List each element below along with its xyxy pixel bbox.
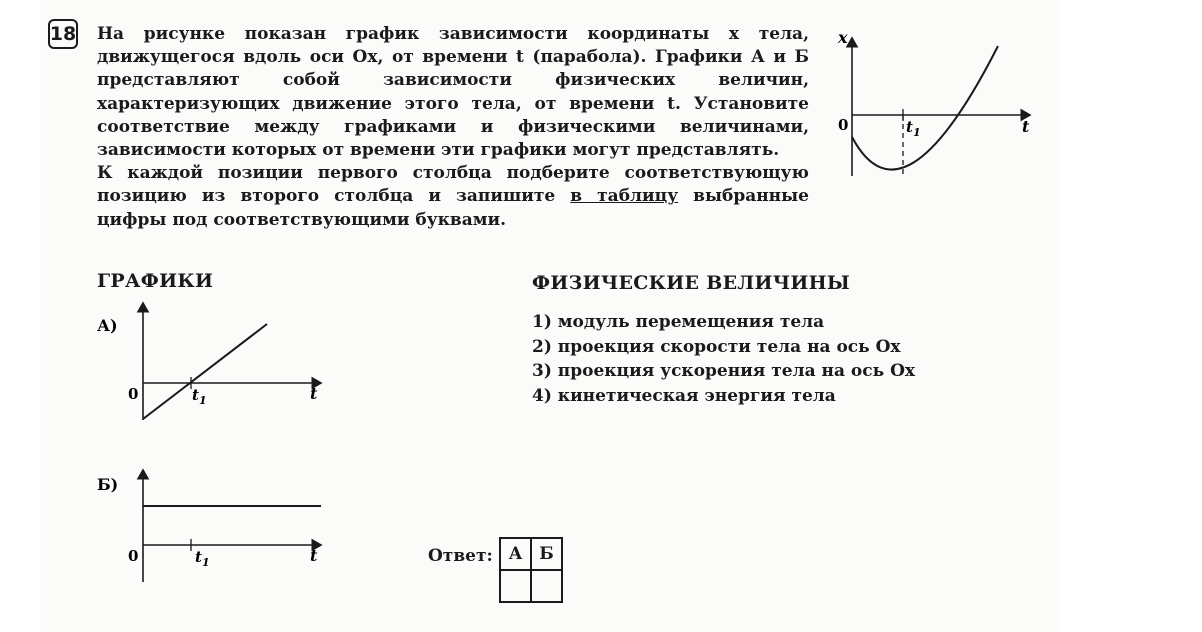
graph-a-origin-label: 0 <box>128 385 139 403</box>
instruction-text: К каждой позиции первого столбца подберите соответствующую позицию из второго столбца и запишите <box>97 163 809 207</box>
main-origin-label: 0 <box>838 116 849 134</box>
instruction-text-end: выбранные цифры под соответствующими буквами. <box>97 186 809 230</box>
table-link: в таблицу <box>570 186 679 207</box>
graph-a <box>95 298 330 420</box>
graph-b-x-label: t <box>310 546 318 565</box>
answer-cell-a[interactable] <box>500 570 531 602</box>
quantity-option: 2) проекция скорости тела на ось Ox <box>532 336 901 357</box>
graph-b-t1-label: $t_1$ <box>195 548 210 569</box>
answer-table <box>499 537 563 603</box>
graph-a-label: А) <box>97 316 118 335</box>
graphs-heading: ГРАФИКИ <box>97 270 214 292</box>
graph-b-label: Б) <box>97 475 119 494</box>
main-parabola <box>852 46 998 170</box>
question-paragraph-1: На рисунке показан график зависимости координаты x тела, движущегося вдоль оси Ox, от времени t (парабола). Графики А и Б представляют собой зависимости физических величин, характеризующих движение этого тела, от времени t. Установите соответствие между графиками и физическими величинами, зависимости которых от времени эти графики могут представлять. <box>97 24 809 161</box>
answer-header-a: А <box>500 538 531 570</box>
main-y-label: x <box>838 28 848 47</box>
quantities-list <box>532 310 915 408</box>
quantity-option: 3) проекция ускорения тела на ось Ox <box>532 361 916 381</box>
answer-label: Ответ: <box>428 546 493 566</box>
question-number: 18 <box>48 19 78 49</box>
main-x-label: t <box>1022 117 1030 136</box>
main-t1-label: $t_1$ <box>906 118 921 139</box>
quantity-option: 1) модуль перемещения тела <box>532 312 825 332</box>
graph-a-t1-label: $t_1$ <box>192 386 207 407</box>
graph-a-x-label: t <box>310 384 318 403</box>
graph-b-origin-label: 0 <box>128 547 139 565</box>
answer-header-b: Б <box>531 538 562 570</box>
quantities-heading: ФИЗИЧЕСКИЕ ВЕЛИЧИНЫ <box>532 272 850 294</box>
question-text <box>97 23 809 232</box>
question-paragraph-2 <box>97 162 809 232</box>
answer-cell-b[interactable] <box>531 570 562 602</box>
main-graph <box>830 26 1040 186</box>
graph-b <box>95 464 330 584</box>
quantity-option: 4) кинетическая энергия тела <box>532 385 836 406</box>
